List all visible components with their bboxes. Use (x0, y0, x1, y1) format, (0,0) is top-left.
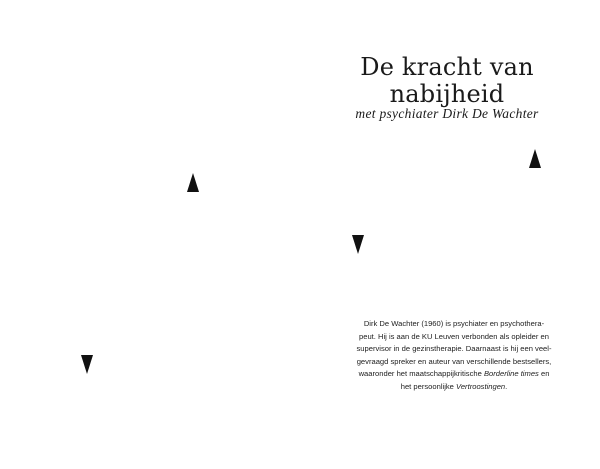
bio-text: het persoonlijke (400, 381, 454, 391)
triangle-up-icon (187, 173, 199, 192)
book-title-borderline-times: Borderline times (483, 369, 539, 379)
triangle-down-icon (352, 235, 364, 254)
triangle-up-icon (529, 149, 541, 168)
bio-line-5 (338, 368, 570, 381)
author-bio (338, 318, 570, 394)
bio-line-4: gevraagd spreker en auteur van verschillende bestsellers, (356, 356, 552, 366)
title-line-1: De kracht van (360, 53, 534, 81)
book-title-vertroostingen: Vertroostingen (456, 381, 506, 391)
page-subtitle: met psychiater Dirk De Wachter (355, 106, 539, 121)
bio-line-6 (338, 381, 570, 394)
bio-text: waaronder het maatschappijkritische (358, 369, 482, 379)
bio-line-3: supervisor in de gezinstherapie. Daarnaast is hij een veel- (356, 344, 552, 354)
triangle-down-icon (81, 355, 93, 374)
bio-line-2: peut. Hij is aan de KU Leuven verbonden als opleider en (359, 331, 549, 341)
bio-text: en (540, 369, 550, 379)
title-line-2: nabijheid (389, 80, 505, 108)
bio-line-1: Dirk De Wachter (1960) is psychiater en psychothera- (363, 319, 545, 328)
bio-text: . (505, 381, 508, 391)
page-title (340, 54, 554, 108)
